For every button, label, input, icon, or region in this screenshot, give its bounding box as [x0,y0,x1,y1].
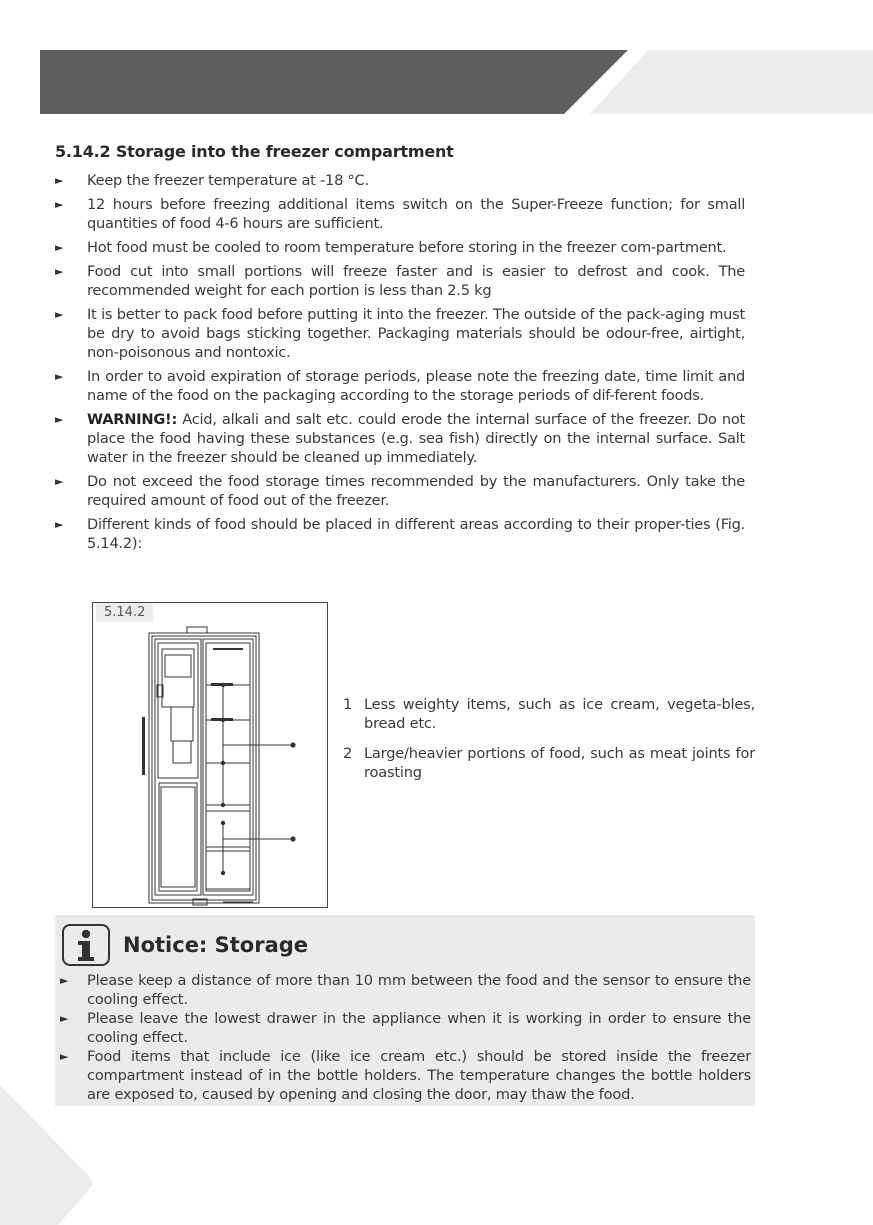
fridge-illustration [93,603,329,909]
bullet-arrow-icon: ► [55,518,64,531]
warning-label: WARNING!: [87,411,178,428]
legend-text: Less weighty items, such as ice cream, vegeta-bles, bread etc. [364,696,755,732]
warning-item [55,410,745,467]
freezer-figure [92,602,328,908]
legend-number: 1 [343,696,353,713]
header-dark-band [40,50,628,114]
list-item: ► Different kinds of food should be placed in different areas according to their proper-ties (Fig. 5.14.2): [55,516,745,552]
legend-item [343,695,755,733]
notice-box [55,915,755,1106]
list-item: ► Keep the freezer temperature at -18 °C. [55,172,369,189]
list-item: ► Food cut into small portions will freeze faster and is easier to defrost and cook. The recommended weight for each portion is less than 2.5 kg [55,263,745,299]
notice-title: Notice: Storage [123,933,309,957]
bullet-arrow-icon: ► [55,174,64,187]
bullet-arrow-icon: ► [55,308,64,321]
legend-item [343,744,755,782]
bullet-arrow-icon: ► [55,198,64,211]
figure-legend [343,695,755,793]
freezer-storage-list [55,171,745,558]
legend-number: 2 [343,745,353,762]
notice-item: ► Food items that include ice (like ice cream etc.) should be stored inside the freezer compartment instead of in the bottle holders. The temperature changes the bottle holders are exposed to, caused by opening and closing the door, may thaw the food. [60,1048,751,1103]
notice-item: ► Please leave the lowest drawer in the appliance when it is working in order to ensure the cooling effect. [60,1010,751,1046]
list-item: ► Do not exceed the food storage times recommended by the manufacturers. Only take the required amount of food out of the freezer. [55,473,745,509]
section-title: 5.14.2 Storage into the freezer compartment [55,142,454,161]
bullet-arrow-icon: ► [60,1050,69,1063]
bullet-arrow-icon: ► [60,974,69,987]
warning-text: Acid, alkali and salt etc. could erode the internal surface of the freezer. Do not place the food having these substances (e.g. sea fish) directly on the internal surface. Salt water in the freezer should be cleaned up immediately. [87,411,745,466]
bullet-arrow-icon: ► [55,413,64,426]
info-icon [61,923,111,967]
list-item: ► It is better to pack food before putting it into the freezer. The outside of the pack-aging must be dry to avoid bags sticking together. Packaging materials should be odour-free, airtight, non-poisonous and nontoxic. [55,306,745,361]
bullet-arrow-icon: ► [55,265,64,278]
bullet-arrow-icon: ► [55,475,64,488]
list-item: ► In order to avoid expiration of storage periods, please note the freezing date, time limit and name of the food on the packaging according to the storage periods of dif-ferent foods. [55,368,745,404]
corner-tab [0,1085,100,1225]
bullet-arrow-icon: ► [55,241,64,254]
header-band [0,0,873,120]
figure-label: 5.14.2 [96,603,153,622]
legend-text: Large/heavier portions of food, such as meat joints for roasting [364,745,755,781]
list-item: ► 12 hours before freezing additional items switch on the Super-Freeze function; for small quantities of food 4-6 hours are sufficient. [55,196,745,232]
bullet-arrow-icon: ► [60,1012,69,1025]
list-item: ► Hot food must be cooled to room temperature before storing in the freezer com-partment. [55,239,727,256]
header-light-tab [590,50,873,114]
notice-list [55,971,751,1104]
notice-item: ► Please keep a distance of more than 10 mm between the food and the sensor to ensure the cooling effect. [60,972,751,1008]
bullet-arrow-icon: ► [55,370,64,383]
